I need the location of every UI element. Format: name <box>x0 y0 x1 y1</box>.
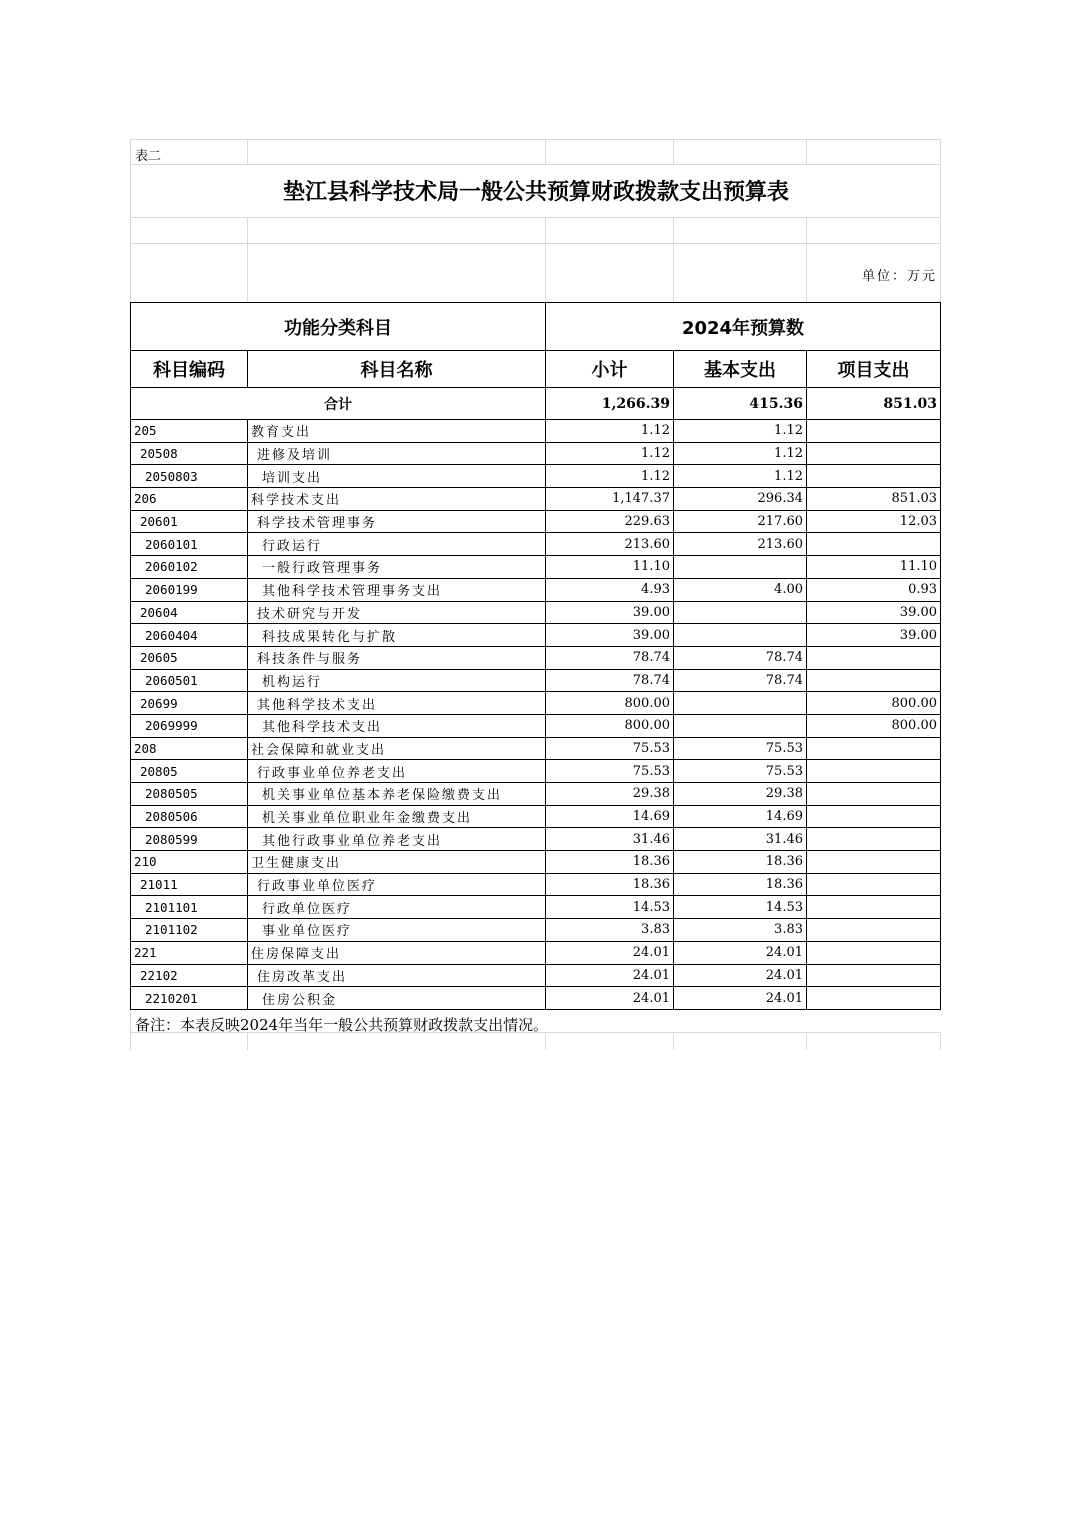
row-project: 39.00 <box>807 601 941 624</box>
row-name: 机构运行 <box>248 669 546 692</box>
row-subtotal: 18.36 <box>546 873 674 896</box>
row-subtotal: 14.53 <box>546 896 674 919</box>
table-row <box>131 646 941 669</box>
row-code: 221 <box>131 941 248 964</box>
row-code: 2050803 <box>131 465 248 488</box>
row-basic: 78.74 <box>674 669 807 692</box>
row-project <box>807 828 941 851</box>
row-subtotal: 229.63 <box>546 510 674 533</box>
row-basic: 4.00 <box>674 578 807 601</box>
note-row <box>130 1010 941 1050</box>
row-project <box>807 987 941 1010</box>
row-project: 0.93 <box>807 578 941 601</box>
unit-label: 单位：万元 <box>861 269 937 284</box>
row-subtotal: 800.00 <box>546 692 674 715</box>
row-code: 2101102 <box>131 919 248 942</box>
header-row-columns <box>131 351 941 388</box>
row-subtotal: 78.74 <box>546 646 674 669</box>
row-project <box>807 783 941 806</box>
row-subtotal: 39.00 <box>546 624 674 647</box>
row-basic: 29.38 <box>674 783 807 806</box>
row-code: 20604 <box>131 601 248 624</box>
row-project <box>807 805 941 828</box>
row-project: 39.00 <box>807 624 941 647</box>
row-project <box>807 919 941 942</box>
row-subtotal: 800.00 <box>546 714 674 737</box>
row-code: 22102 <box>131 964 248 987</box>
row-subtotal: 4.93 <box>546 578 674 601</box>
row-project <box>807 533 941 556</box>
row-subtotal: 14.69 <box>546 805 674 828</box>
row-subtotal: 78.74 <box>546 669 674 692</box>
table-row <box>131 941 941 964</box>
budget-table <box>130 302 941 1010</box>
row-basic: 78.74 <box>674 646 807 669</box>
total-subtotal: 1,266.39 <box>546 388 674 420</box>
row-code: 2060501 <box>131 669 248 692</box>
header-project: 项目支出 <box>807 351 941 388</box>
row-code: 206 <box>131 488 248 511</box>
row-code: 20699 <box>131 692 248 715</box>
table-row <box>131 556 941 579</box>
row-basic: 75.53 <box>674 760 807 783</box>
row-name: 事业单位医疗 <box>248 919 546 942</box>
row-name: 科学技术支出 <box>248 488 546 511</box>
row-code: 2080599 <box>131 828 248 851</box>
row-code: 205 <box>131 420 248 443</box>
row-code: 20508 <box>131 442 248 465</box>
row-code: 2080506 <box>131 805 248 828</box>
table-row <box>131 896 941 919</box>
row-project: 11.10 <box>807 556 941 579</box>
row-code: 20605 <box>131 646 248 669</box>
row-name: 其他科学技术支出 <box>248 714 546 737</box>
header-subtotal: 小计 <box>546 351 674 388</box>
table-row <box>131 805 941 828</box>
row-name: 其他科学技术管理事务支出 <box>248 578 546 601</box>
header-name: 科目名称 <box>248 351 546 388</box>
row-basic: 3.83 <box>674 919 807 942</box>
table-row <box>131 624 941 647</box>
row-name: 行政运行 <box>248 533 546 556</box>
table-row <box>131 987 941 1010</box>
row-name: 机关事业单位基本养老保险缴费支出 <box>248 783 546 806</box>
row-project <box>807 760 941 783</box>
total-basic: 415.36 <box>674 388 807 420</box>
table-row <box>131 488 941 511</box>
row-project: 12.03 <box>807 510 941 533</box>
row-code: 2080505 <box>131 783 248 806</box>
row-name: 技术研究与开发 <box>248 601 546 624</box>
row-code: 2060199 <box>131 578 248 601</box>
table-row <box>131 420 941 443</box>
row-name: 科技成果转化与扩散 <box>248 624 546 647</box>
row-name: 其他行政事业单位养老支出 <box>248 828 546 851</box>
row-project <box>807 737 941 760</box>
table-row <box>131 533 941 556</box>
table-row <box>131 760 941 783</box>
row-subtotal: 24.01 <box>546 941 674 964</box>
table-row <box>131 669 941 692</box>
row-name: 机关事业单位职业年金缴费支出 <box>248 805 546 828</box>
row-basic: 75.53 <box>674 737 807 760</box>
row-subtotal: 29.38 <box>546 783 674 806</box>
row-code: 208 <box>131 737 248 760</box>
row-name: 进修及培训 <box>248 442 546 465</box>
row-code: 2060101 <box>131 533 248 556</box>
unit-row <box>131 244 941 302</box>
blank-row <box>131 218 941 244</box>
row-subtotal: 31.46 <box>546 828 674 851</box>
header-code: 科目编码 <box>131 351 248 388</box>
row-subtotal: 1,147.37 <box>546 488 674 511</box>
row-basic <box>674 624 807 647</box>
header-row-group <box>131 303 941 351</box>
row-project: 800.00 <box>807 692 941 715</box>
table-row <box>131 873 941 896</box>
table-row <box>131 783 941 806</box>
page-title: 垫江县科学技术局一般公共预算财政拨款支出预算表 <box>282 179 789 205</box>
row-subtotal: 213.60 <box>546 533 674 556</box>
table-row <box>131 851 941 874</box>
table-row <box>131 964 941 987</box>
row-basic <box>674 601 807 624</box>
row-name: 一般行政管理事务 <box>248 556 546 579</box>
row-code: 2060404 <box>131 624 248 647</box>
row-basic: 24.01 <box>674 964 807 987</box>
row-subtotal: 24.01 <box>546 964 674 987</box>
row-subtotal: 18.36 <box>546 851 674 874</box>
table-row <box>131 714 941 737</box>
row-subtotal: 3.83 <box>546 919 674 942</box>
table-row <box>131 465 941 488</box>
row-basic: 217.60 <box>674 510 807 533</box>
row-basic: 1.12 <box>674 442 807 465</box>
row-subtotal: 1.12 <box>546 465 674 488</box>
table-row <box>131 510 941 533</box>
row-subtotal: 39.00 <box>546 601 674 624</box>
row-name: 教育支出 <box>248 420 546 443</box>
row-name: 行政事业单位养老支出 <box>248 760 546 783</box>
total-label: 合计 <box>131 388 546 420</box>
table-row <box>131 692 941 715</box>
row-basic <box>674 692 807 715</box>
row-subtotal: 24.01 <box>546 987 674 1010</box>
row-code: 20601 <box>131 510 248 533</box>
row-basic <box>674 556 807 579</box>
row-code: 21011 <box>131 873 248 896</box>
row-code: 2210201 <box>131 987 248 1010</box>
table-row <box>131 919 941 942</box>
row-project: 851.03 <box>807 488 941 511</box>
row-basic: 24.01 <box>674 941 807 964</box>
row-basic: 14.69 <box>674 805 807 828</box>
row-name: 卫生健康支出 <box>248 851 546 874</box>
sheet-label-row <box>131 139 941 165</box>
table-row <box>131 601 941 624</box>
row-name: 科技条件与服务 <box>248 646 546 669</box>
row-project <box>807 964 941 987</box>
row-subtotal: 1.12 <box>546 420 674 443</box>
title-row <box>131 165 941 218</box>
row-code: 2069999 <box>131 714 248 737</box>
row-name: 社会保障和就业支出 <box>248 737 546 760</box>
row-basic: 24.01 <box>674 987 807 1010</box>
row-subtotal: 75.53 <box>546 737 674 760</box>
row-basic: 296.34 <box>674 488 807 511</box>
row-name: 住房公积金 <box>248 987 546 1010</box>
row-project <box>807 941 941 964</box>
total-row <box>131 388 941 420</box>
row-subtotal: 11.10 <box>546 556 674 579</box>
row-project <box>807 442 941 465</box>
row-name: 行政事业单位医疗 <box>248 873 546 896</box>
row-name: 行政单位医疗 <box>248 896 546 919</box>
total-project: 851.03 <box>807 388 941 420</box>
table-row <box>131 828 941 851</box>
row-code: 2101101 <box>131 896 248 919</box>
row-project: 800.00 <box>807 714 941 737</box>
table-row <box>131 442 941 465</box>
row-basic: 18.36 <box>674 851 807 874</box>
row-basic <box>674 714 807 737</box>
table-row <box>131 578 941 601</box>
row-subtotal: 75.53 <box>546 760 674 783</box>
row-code: 2060102 <box>131 556 248 579</box>
row-project <box>807 420 941 443</box>
row-name: 科学技术管理事务 <box>248 510 546 533</box>
header-basic: 基本支出 <box>674 351 807 388</box>
row-project <box>807 851 941 874</box>
row-name: 住房改革支出 <box>248 964 546 987</box>
row-basic: 1.12 <box>674 420 807 443</box>
header-budget-2024: 2024年预算数 <box>546 303 941 351</box>
row-basic: 213.60 <box>674 533 807 556</box>
budget-sheet <box>130 139 940 1050</box>
row-code: 20805 <box>131 760 248 783</box>
row-name: 其他科学技术支出 <box>248 692 546 715</box>
row-project <box>807 896 941 919</box>
row-subtotal: 1.12 <box>546 442 674 465</box>
row-project <box>807 873 941 896</box>
row-basic: 31.46 <box>674 828 807 851</box>
row-code: 210 <box>131 851 248 874</box>
table-row <box>131 737 941 760</box>
row-basic: 1.12 <box>674 465 807 488</box>
row-project <box>807 646 941 669</box>
row-name: 住房保障支出 <box>248 941 546 964</box>
row-basic: 18.36 <box>674 873 807 896</box>
sheet-header-area <box>130 139 941 302</box>
row-project <box>807 669 941 692</box>
row-basic: 14.53 <box>674 896 807 919</box>
footnote: 备注：本表反映2024年当年一般公共预算财政拨款支出情况。 <box>135 1015 549 1034</box>
sheet-label: 表二 <box>135 149 162 164</box>
header-function-category: 功能分类科目 <box>131 303 546 351</box>
row-name: 培训支出 <box>248 465 546 488</box>
row-project <box>807 465 941 488</box>
